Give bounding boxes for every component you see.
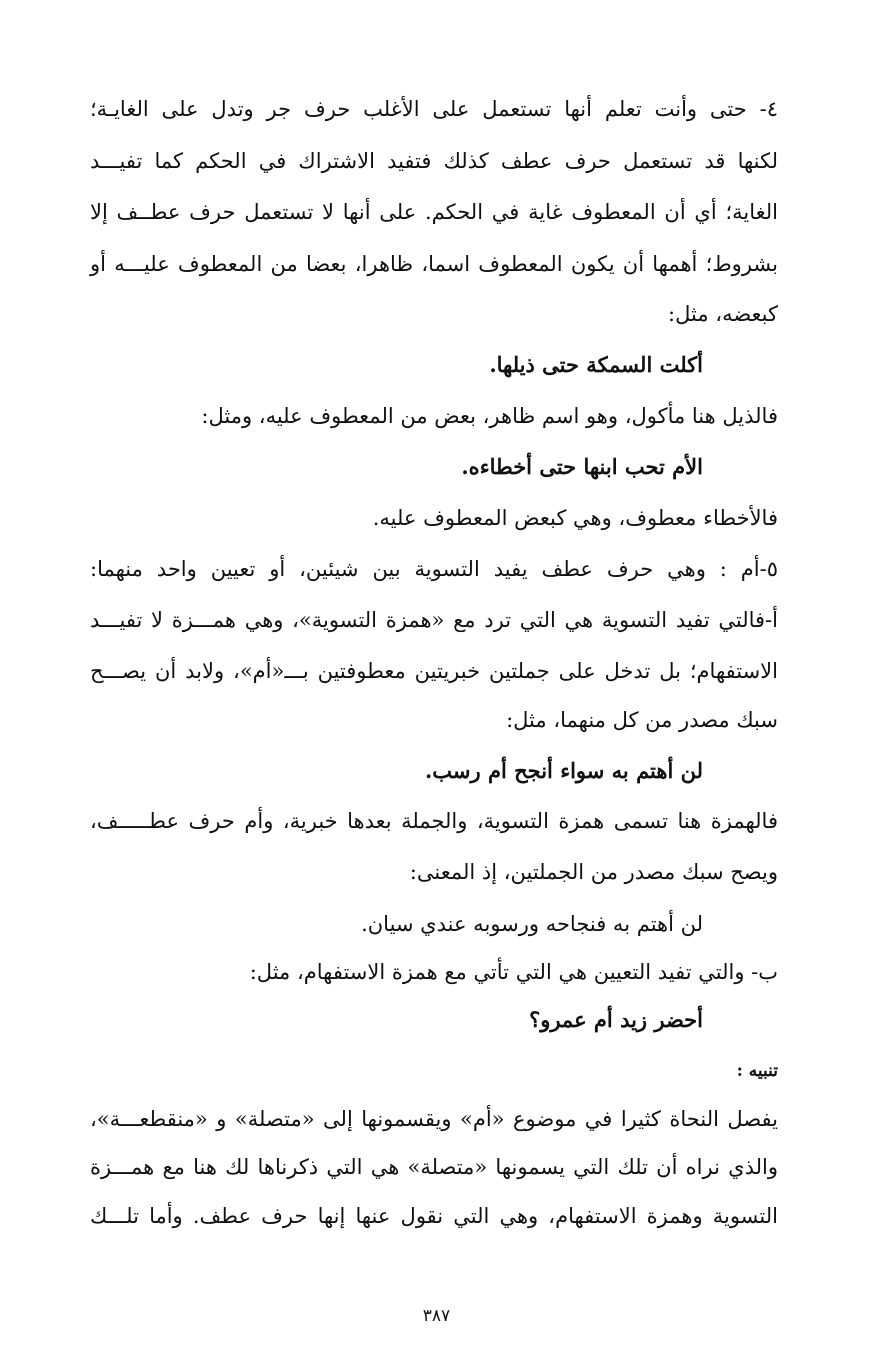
page-number: ٣٨٧ xyxy=(422,1306,451,1326)
text-line: بشروط؛ أهمها أن يكون المعطوف اسما، ظاهرا، بعضا من المعطوف عليـــه أو xyxy=(90,252,778,276)
example-sentence: أكلت السمكة حتى ذيلها. xyxy=(489,352,703,377)
text-line: فالهمزة هنا تسمى همزة التسوية، والجملة بعدها خبرية، وأم حرف عطـــــف، xyxy=(90,809,778,833)
example-sentence: الأم تحب ابنها حتى أخطاءه. xyxy=(461,454,703,479)
text-line: لكنها قد تستعمل حرف عطف كذلك فتفيد الاشتراك في الحكم كما تفيـــد xyxy=(90,149,778,173)
text-line: التسوية وهمزة الاستفهام، وهي التي نقول عنها إنها حرف عطف. وأما تلـــك xyxy=(90,1204,778,1228)
text-line: والذي نراه أن تلك التي يسمونها «متصلة» هي التي ذكرناها لك هنا مع همـــزة xyxy=(90,1155,778,1179)
text-line: يفصل النحاة كثيرا في موضوع «أم» ويقسمونها إلى «متصلة» و «منقطعـــة»، xyxy=(90,1107,778,1131)
text-line: ب- والتي تفيد التعيين هي التي تأتي مع همزة الاستفهام، مثل: xyxy=(249,960,778,984)
text-line: سبك مصدر من كل منهما، مثل: xyxy=(506,708,778,732)
text-line: أ-فالتي تفيد التسوية هي التي ترد مع «همزة التسوية»، وهي همـــزة لا تفيـــد xyxy=(90,608,778,632)
text-line: كبعضه، مثل: xyxy=(668,302,778,326)
text-line: فالأخطاء معطوف، وهي كبعض المعطوف عليه. xyxy=(372,506,778,530)
text-line: ٤- حتى وأنت تعلم أنها تستعمل على الأغلب حرف جر وتدل على الغايـة؛ xyxy=(90,97,778,121)
example-sentence: لن أهتم به سواء أنجح أم رسب. xyxy=(424,758,703,783)
example-sentence: أحضر زيد أم عمرو؟ xyxy=(529,1007,703,1032)
example-sentence: لن أهتم به فنجاحه ورسوبه عندي سيان. xyxy=(361,912,703,936)
text-line: الاستفهام؛ بل تدخل على جملتين خبريتين معطوفتين بـــ«أم»، ولابد أن يصـــح xyxy=(90,659,778,683)
text-line: ٥-أم : وهي حرف عطف يفيد التسوية بين شيئين، أو تعيين واحد منهما: xyxy=(90,557,778,581)
text-line: ويصح سبك مصدر من الجملتين، إذ المعنى: xyxy=(409,860,778,884)
text-line: الغاية؛ أي أن المعطوف غاية في الحكم. على أنها لا تستعمل حرف عطــف إلا xyxy=(90,200,778,224)
note-heading: تنبيه : xyxy=(736,1061,778,1081)
text-line: فالذيل هنا مأكول، وهو اسم ظاهر، بعض من المعطوف عليه، ومثل: xyxy=(201,404,778,428)
